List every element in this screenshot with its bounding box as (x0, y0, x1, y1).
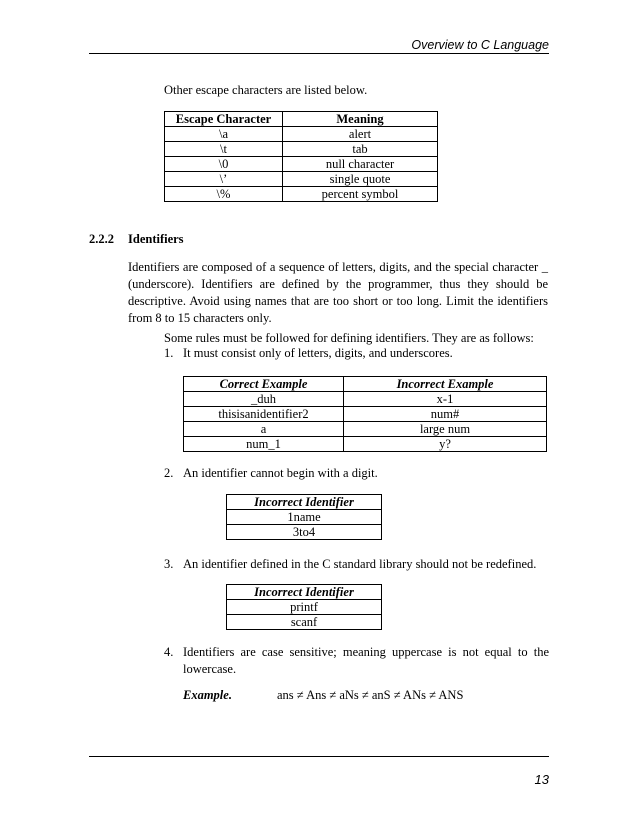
example-expression: ans ≠ Ans ≠ aNs ≠ anS ≠ ANs ≠ ANS (277, 688, 464, 702)
library-incorrect-table (226, 584, 382, 630)
table-row (227, 615, 382, 630)
page-number: 13 (534, 772, 549, 787)
table-cell: single quote (283, 172, 438, 187)
rule-item-3 (164, 556, 549, 573)
rule-number: 3. (164, 557, 174, 571)
digit-incorrect-table (226, 494, 382, 540)
table-cell: printf (227, 600, 382, 615)
rules-intro: Some rules must be followed for defining identifiers. They are as follows: (164, 331, 534, 345)
table-cell: \t (165, 142, 283, 157)
table-cell: tab (283, 142, 438, 157)
table-row (165, 142, 438, 157)
table-cell: null character (283, 157, 438, 172)
rule-item-1 (164, 345, 549, 362)
example-table-header-incorrect: Incorrect Example (344, 377, 547, 392)
table-row (184, 422, 547, 437)
table-cell: _duh (184, 392, 344, 407)
table-cell: \% (165, 187, 283, 202)
rule-item-4 (164, 644, 549, 678)
table-cell: y? (344, 437, 547, 452)
table-cell: x-1 (344, 392, 547, 407)
escape-table-header-meaning: Meaning (283, 112, 438, 127)
table-row (184, 407, 547, 422)
table-row (227, 510, 382, 525)
table-cell: num_1 (184, 437, 344, 452)
digit-table-header: Incorrect Identifier (227, 495, 382, 510)
table-cell: \’ (165, 172, 283, 187)
running-header: Overview to C Language (411, 38, 549, 52)
table-row (165, 187, 438, 202)
intro-text: Other escape characters are listed below. (164, 83, 368, 97)
rule-text: An identifier cannot begin with a digit. (183, 466, 378, 480)
table-row (227, 525, 382, 540)
table-row (165, 157, 438, 172)
table-cell: 1name (227, 510, 382, 525)
table-cell: 3to4 (227, 525, 382, 540)
escape-table-header-char: Escape Character (165, 112, 283, 127)
identifier-example-table (183, 376, 547, 452)
identifiers-paragraph: Identifiers are composed of a sequence of letters, digits, and the special character _ (underscore). Identifiers are defined by the programmer, thus they should be descriptive. Avoid using names that are too short or too long. Limit the identifiers from 8 to 15 characters only. (128, 260, 548, 325)
table-cell: alert (283, 127, 438, 142)
footer-rule (89, 756, 549, 757)
table-cell: num# (344, 407, 547, 422)
table-cell: \0 (165, 157, 283, 172)
escape-character-table (164, 111, 438, 202)
rule-number: 4. (164, 645, 174, 659)
section-title: Identifiers (128, 232, 184, 246)
rule-number: 1. (164, 346, 174, 360)
table-row (184, 437, 547, 452)
table-cell: \a (165, 127, 283, 142)
rule-text: It must consist only of letters, digits, and underscores. (183, 346, 453, 360)
header-rule (89, 53, 549, 54)
table-cell: large num (344, 422, 547, 437)
table-cell: scanf (227, 615, 382, 630)
table-row (165, 172, 438, 187)
section-number: 2.2.2 (89, 232, 114, 246)
table-row (184, 392, 547, 407)
table-cell: thisisanidentifier2 (184, 407, 344, 422)
rule-number: 2. (164, 466, 174, 480)
rule-text: Identifiers are case sensitive; meaning uppercase is not equal to the lowercase. (183, 645, 549, 676)
table-cell: percent symbol (283, 187, 438, 202)
table-row (165, 127, 438, 142)
table-cell: a (184, 422, 344, 437)
rule-text: An identifier defined in the C standard library should not be redefined. (183, 557, 537, 571)
table-row (227, 600, 382, 615)
library-table-header: Incorrect Identifier (227, 585, 382, 600)
example-label: Example. (183, 688, 232, 702)
example-table-header-correct: Correct Example (184, 377, 344, 392)
rule-item-2 (164, 465, 549, 482)
